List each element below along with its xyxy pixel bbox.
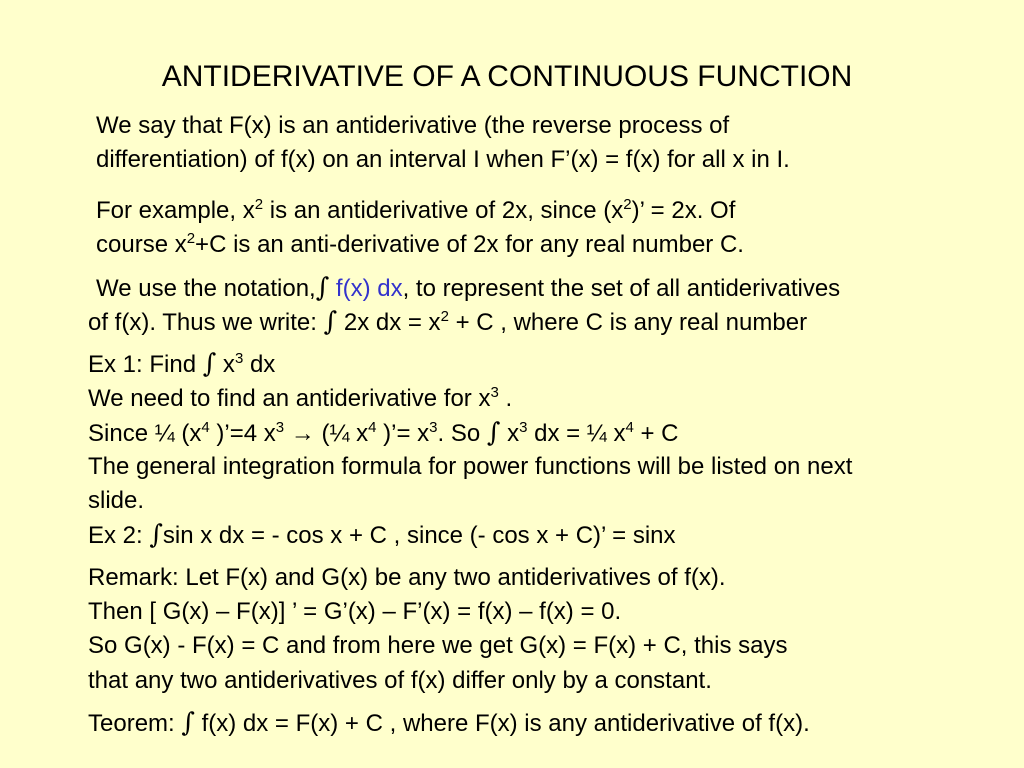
text-segment: is an antiderivative of 2x, since (x xyxy=(263,197,624,224)
text-segment: For example, x xyxy=(96,197,255,224)
remark-line-1 xyxy=(88,562,726,594)
text-segment xyxy=(284,420,291,447)
text-segment: x xyxy=(216,351,235,378)
exponent: 2 xyxy=(440,308,449,325)
definition-text: differentiation) of f(x) on an interval I when F’(x) = f(x) for all x in I. xyxy=(96,146,790,173)
text-segment: The general integration formula for power functions will be listed on next xyxy=(88,453,853,480)
slide-title: ANTIDERIVATIVE OF A CONTINUOUS FUNCTION xyxy=(161,60,853,93)
text-segment: dx xyxy=(243,351,276,378)
text-segment: course x xyxy=(96,231,187,258)
integral-sign: ∫ xyxy=(149,520,163,550)
text-segment: Teorem: xyxy=(88,710,182,737)
text-segment: +C is an anti-derivative of 2x for any real number C. xyxy=(195,231,744,258)
integral-sign: ∫ xyxy=(486,418,501,448)
text-segment: )’=4 x xyxy=(209,420,276,447)
remark-line-2 xyxy=(88,596,621,628)
text-segment: 2x dx = x xyxy=(337,309,441,336)
example-line-2 xyxy=(96,229,744,261)
arrow-icon: → xyxy=(290,420,315,447)
exponent: 2 xyxy=(186,230,196,247)
text-segment: sin x dx = - cos x + C , since (- cos x + C)’ = sinx xyxy=(162,522,676,549)
definition-text: We say that F(x) is an antiderivative (the reverse process of xyxy=(96,112,730,139)
text-segment: , to represent the set of all antiderivatives xyxy=(402,275,841,302)
text-segment: (¼ x xyxy=(314,420,369,447)
ex2-line xyxy=(88,519,676,552)
remark-line-4 xyxy=(88,665,712,697)
integral-sign: ∫ xyxy=(315,273,330,303)
exponent: 3 xyxy=(234,350,244,367)
exponent: 3 xyxy=(429,419,438,436)
remark-line-3 xyxy=(88,630,788,662)
integral-sign: ∫ xyxy=(323,307,338,337)
text-segment: Ex 1: Find xyxy=(88,351,203,378)
text-segment: Since ¼ (x xyxy=(88,420,202,447)
text-segment: We use the notation, xyxy=(96,275,316,302)
notation-expression: f(x) dx xyxy=(329,275,403,302)
exponent: 4 xyxy=(368,419,377,436)
text-segment: . xyxy=(498,385,513,412)
theorem-line xyxy=(88,707,810,740)
exponent: 2 xyxy=(623,196,632,213)
exponent: 3 xyxy=(490,384,499,401)
text-segment: So G(x) - F(x) = C and from here we get G(x) = F(x) + C, this says xyxy=(88,632,788,659)
integral-sign: ∫ xyxy=(202,349,217,379)
exponent: 2 xyxy=(254,196,264,213)
text-segment: dx = ¼ x xyxy=(527,420,626,447)
text-segment: )’= x xyxy=(376,420,430,447)
exponent: 4 xyxy=(201,419,210,436)
text-segment: + C xyxy=(633,420,679,447)
ex1-line-1 xyxy=(88,348,275,381)
text-segment: slide. xyxy=(88,487,145,514)
text-segment: Then [ G(x) – F(x)] ’ = G’(x) – F’(x) = f(x) – f(x) = 0. xyxy=(88,598,622,625)
text-segment: . So xyxy=(437,420,487,447)
text-segment: that any two antiderivatives of f(x) differ only by a constant. xyxy=(88,667,712,694)
text-segment: x xyxy=(500,420,520,447)
text-segment: + C , where C is any real number xyxy=(448,309,808,336)
text-segment: We need to find an antiderivative for x xyxy=(88,385,491,412)
text-segment: Remark: Let F(x) and G(x) be any two antiderivatives of f(x). xyxy=(88,564,726,591)
text-segment: of f(x). Thus we write: xyxy=(88,309,324,336)
notation-line-1 xyxy=(96,272,840,305)
notation-line-2 xyxy=(88,306,807,339)
example-line-1 xyxy=(96,195,735,227)
ex1-line-5 xyxy=(88,485,144,517)
text-segment: Ex 2: xyxy=(88,522,150,549)
ex1-line-3 xyxy=(88,417,679,450)
text-segment: f(x) dx = F(x) + C , where F(x) is any antiderivative of f(x). xyxy=(194,710,810,737)
integral-sign: ∫ xyxy=(181,708,195,738)
definition-line-1 xyxy=(96,110,729,142)
ex1-line-2 xyxy=(88,383,512,415)
ex1-line-4 xyxy=(88,451,852,483)
text-segment: )’ = 2x. Of xyxy=(631,197,736,224)
definition-line-2 xyxy=(96,144,790,176)
exponent: 3 xyxy=(519,419,528,436)
exponent: 4 xyxy=(625,419,634,436)
exponent: 3 xyxy=(275,419,285,436)
